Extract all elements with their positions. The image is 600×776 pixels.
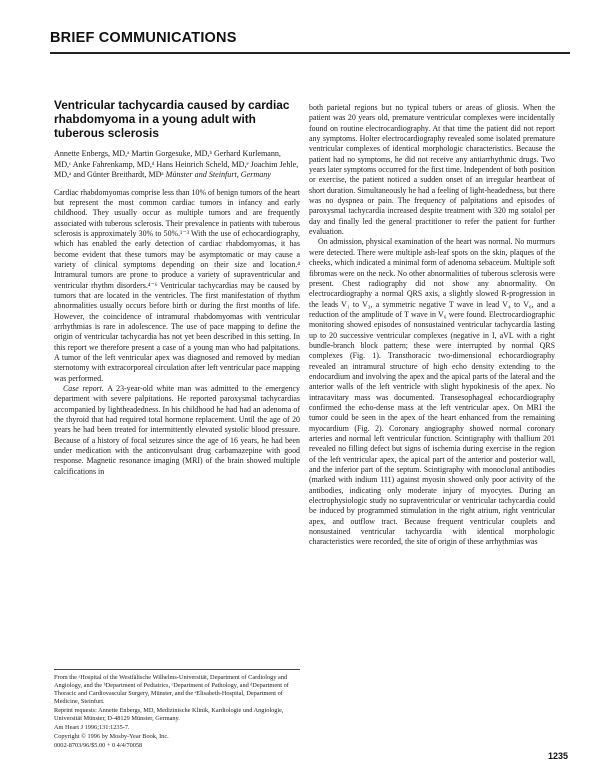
left-body [54,188,300,478]
author-location: Münster and Steinfurt, Germany [165,170,271,179]
intro-paragraph: Cardiac rhabdomyomas comprise less than 10% of benign tumors of the heart but represent the most common cardiac tumors in infancy and early childhood. They usually occur as multiple tumors and are frequently associated with tuberous sclerosis. Their prevalence in patients with tuberous sclerosis is approximately 30% to 50%.¹⁻³ With the use of echocardiography, which has enabled the early detection of cardiac rhabdomyomas, it has become evident that these tumors may be asymptomatic or may cause a variety of clinical symptoms depending on their size and location.⁴ Intramural tumors are prone to produce a variety of supraventricular and ventricular rhythm disorders.⁴⁻⁶ Ventricular tachycardias may be caused by tumors that are located in the ventricles. The first manifestation of rhythm abnormalities usually occurs before birth or during the first months of life. However, the coincidence of intramural rhabdomyomas with ventricular arrhythmias is rare in adolescence. The use of pace mapping to define the origin of ventricular tachycardia has not yet been described in this setting. In this report we therefore present a case of a young man who had palpitations. A tumor of the left ventricular apex was diagnosed and removed by median sternotomy with extracorporeal circulation after left ventricular pace mapping was performed. [54,187,300,383]
case-report-label: Case report. [63,384,104,394]
reprint-note: Reprint requests: Annette Enbergs, MD, Medizinische Klinik, Kardiologie und Angiologie, Universität Münster, D-48129 Münster, Germany. [54,707,284,722]
left-column [54,98,300,477]
issn-note: 0002-8703/96/$5.00 + 0 4/4/70058 [54,742,143,749]
author-list: Annette Enbergs, MD,ᵃ Martin Gorgesuke, MD,ᵇ Gerhard Kurlemann, MD,ᶜ Anke Fahrenkamp, MD,ᵈ Hans Heinrich Scheld, MD,ᵉ Joachim Jehle, MD,ᵃ and Günter Breithardt, MDᵃ [54,149,299,179]
footnote-rule [54,669,300,670]
admission-paragraph: On admission, physical examination of the heart was normal. No murmurs were detected. There were multiple ash-leaf spots on the skin, plaques of the cheeks, which indicated a minimal form of adenoma sebaceum. Multiple soft fibromas were on the neck. No other abnormalities of tuberous sclerosis were present. Chest radiography did not show any abnormality. On electrocardiography a normal QRS axis, a slightly slowed R-progression in the leads V₁ to V₃, a symmetric negative T wave in lead V₄ to V₆, and a reduction of the amplitude of T wave in V₆ were found. Electrocardiographic monitoring showed episodes of nonsustained ventricular tachycardia lasting up to 20 successive ventricular complexes (negative in I, aVL with a right bundle-branch block pattern; these were interrupted by normal QRS complexes (Fig. 1). Transthoracic two-dimensional echocardiography revealed an intramural structure of high echo density extending to the endocardium and involving the apex and the apical parts of the lateral and the anterior walls of the left ventricle with slight hypokinesis of the apex. No intracavitary mass was documented. Transesophageal echocardiography confirmed the echo-dense mass at the left ventricular apex. On MRI the tumor could be seen in the apex of the heart enhanced from the remaining myocardium (Fig. 2). Coronary angiography showed normal coronary arteries and normal left ventricular function. Scintigraphy with thallium 201 revealed no filling defect but signs of ischemia during exercise in the region of the left ventricular apex, the apical part of the anterior and posterior wall, and the inferior part of the septum. Scintigraphy with monoclonal antibodies (marked with indium 111) against myosin showed only poor activity of the antibodies, indicating only moderate injury of myocytes. During an electrophysiologic study no supraventricular or ventricular tachycardia could be induced by programmed stimulation in the right atrium, right ventricular apex, and outflow tract. Because frequent ventricular couplets and nonsustained ventricular tachycardia with identical morphologic characteristics were recorded, the site of origin of these arrhythmias was [309,237,555,547]
case-report-text: A 23-year-old white man was admitted to the emergency department with severe palpitations. He reported paroxysmal tachycardias accompanied by lightheadedness. In his childhood he had had an adenoma of the thyroid that had required total hormone replacement. Until the age of 20 years he had been treated for intermittently elevated systolic blood pressure. Because of a history of focal seizures since the age of 16 years, he had been under medication with the anticonvulsant drug carbamazepine with good response. Magnetic resonance imaging (MRI) of the brain showed multiple calcifications in [54,384,300,476]
article-title: Ventricular tachycardia caused by cardiac rhabdomyoma in a young adult with tuberous sclerosis [54,98,290,140]
copyright-note: Copyright © 1996 by Mosby-Year Book, Inc. [54,733,169,740]
header-rule [50,52,570,54]
article-authors [54,149,300,181]
affiliation-note: From the ᵃHospital of the Westfälische Wilhelms-Universität, Department of Cardiology and Angiology, and the ᵇDepartment of Pediatrics, ᶜDepartment of Pathology, and ᵈDepartment of Thoracic and Cardiovascular Surgery, Münster, and the ᵉElisabeth-Hospital, Department of Medicine, Steinfurt. [54,674,289,705]
citation-note: Am Heart J 1996;131:1235-7. [54,724,130,731]
history-paragraph: both parietal regions but no typical tubers or areas of gliosis. When the patient was 20 years old, premature ventricular complexes were incidentally found on routine electrocardiography. At that time the patient did not report any symptoms. Holter electrocardiography revealed some isolated premature ventricular complexes of identical morphologic characteristics. Because the patient had no symptoms, he did not receive any antiarrhythmic drugs. Two years later symptoms occurred for the first time. Independent of both position or exercise, the patient noticed a sudden onset of an irregular heartbeat of short duration. Simultaneously he had a feeling of light-headedness, but there was no dyspnea or pain. The frequency of palpitations and episodes of paroxysmal tachycardia increased despite treatment with 320 mg sotalol per day and finally led the general practitioner to refer the patient for further evaluation. [309,103,555,237]
case-paragraph [54,384,300,477]
footnotes [54,674,300,751]
page-number: 1235 [548,751,569,761]
section-header: BRIEF COMMUNICATIONS [50,30,237,46]
right-column [309,103,555,548]
